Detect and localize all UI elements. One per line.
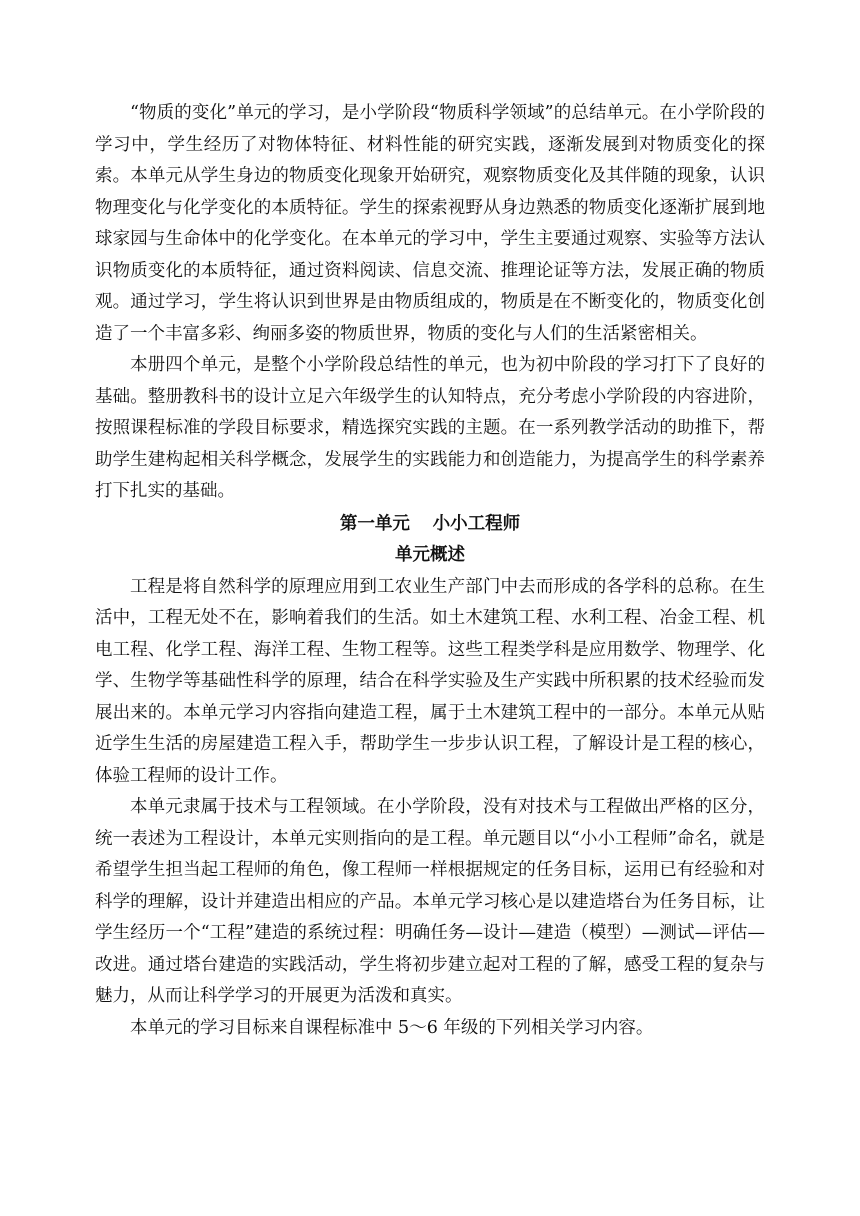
overview-paragraph-3: 本单元的学习目标来自课程标准中 5～6 年级的下列相关学习内容。 (130, 1017, 654, 1038)
intro-paragraph-1: “物质的变化”单元的学习，是小学阶段“物质科学领域”的总结单元。在小学阶段的学习中，学生经历了对物体特征、材料性能的研究实践，逐渐发展到对物质变化的探索。本单元从学生身边的物质变化现象开始研究，观察物质变化及其伴随的现象，认识物理变化与化学变化的本质特征。学生的探索视野从身边熟悉的物质变化逐渐扩展到地球家园与生命体中的化学变化。在本单元的学习中，学生主要通过观察、实验等方法认识物质变化的本质特征，通过资料阅读、信息交流、推理论证等方法，发展正确的物质观。通过学习，学生将认识到世界是由物质组成的，物质是在不断变化的，物质变化创造了一个丰富多彩、绚丽多姿的物质世界，物质的变化与人们的生活紧密相关。 (95, 103, 765, 344)
overview-paragraph-2: 本单元隶属于技术与工程领域。在小学阶段，没有对技术与工程做出严格的区分，统一表述为工程设计，本单元实则指向的是工程。单元题目以“小小工程师”命名，就是希望学生担当起工程师的角色，像工程师一样根据规定的任务目标，运用已有经验和对科学的理解，设计并建造出相应的产品。本单元学习核心是以建造塔台为任务目标，让学生经历一个“工程”建造的系统过程：明确任务—设计—建造（模型）—测试—评估—改进。通过塔台建造的实践活动，学生将初步建立起对工程的了解，感受工程的复杂与魅力，从而让科学学习的开展更为活泼和真实。 (95, 797, 765, 1006)
unit-title (95, 509, 765, 541)
section-title: 单元概述 (395, 545, 465, 565)
unit-number: 第一单元 (339, 513, 410, 534)
unit-name: 小小工程师 (432, 513, 521, 534)
overview-paragraph-1: 工程是将自然科学的原理应用到工农业生产部门中去而形成的各学科的总称。在生活中，工程无处不在，影响着我们的生活。如土木建筑工程、水利工程、冶金工程、机电工程、化学工程、海洋工程、生物工程等。这些工程类学科是应用数学、物理学、化学、生物学等基础性科学的原理，结合在科学实验及生产实践中所积累的技术经验而发展出来的。本单元学习内容指向建造工程，属于土木建筑工程中的一部分。本单元从贴近学生生活的房屋建造工程入手，帮助学生一步步认识工程，了解设计是工程的核心，体验工程师的设计工作。 (95, 576, 765, 786)
intro-paragraph-2: 本册四个单元，是整个小学阶段总结性的单元，也为初中阶段的学习打下了良好的基础。整册教科书的设计立足六年级学生的认知特点，充分考虑小学阶段的内容进阶，按照课程标准的学段目标要求，精选探究实践的主题。在一系列教学活动的助推下，帮助学生建构起相关科学概念，发展学生的实践能力和创造能力，为提高学生的科学素养打下扎实的基础。 (95, 355, 765, 501)
